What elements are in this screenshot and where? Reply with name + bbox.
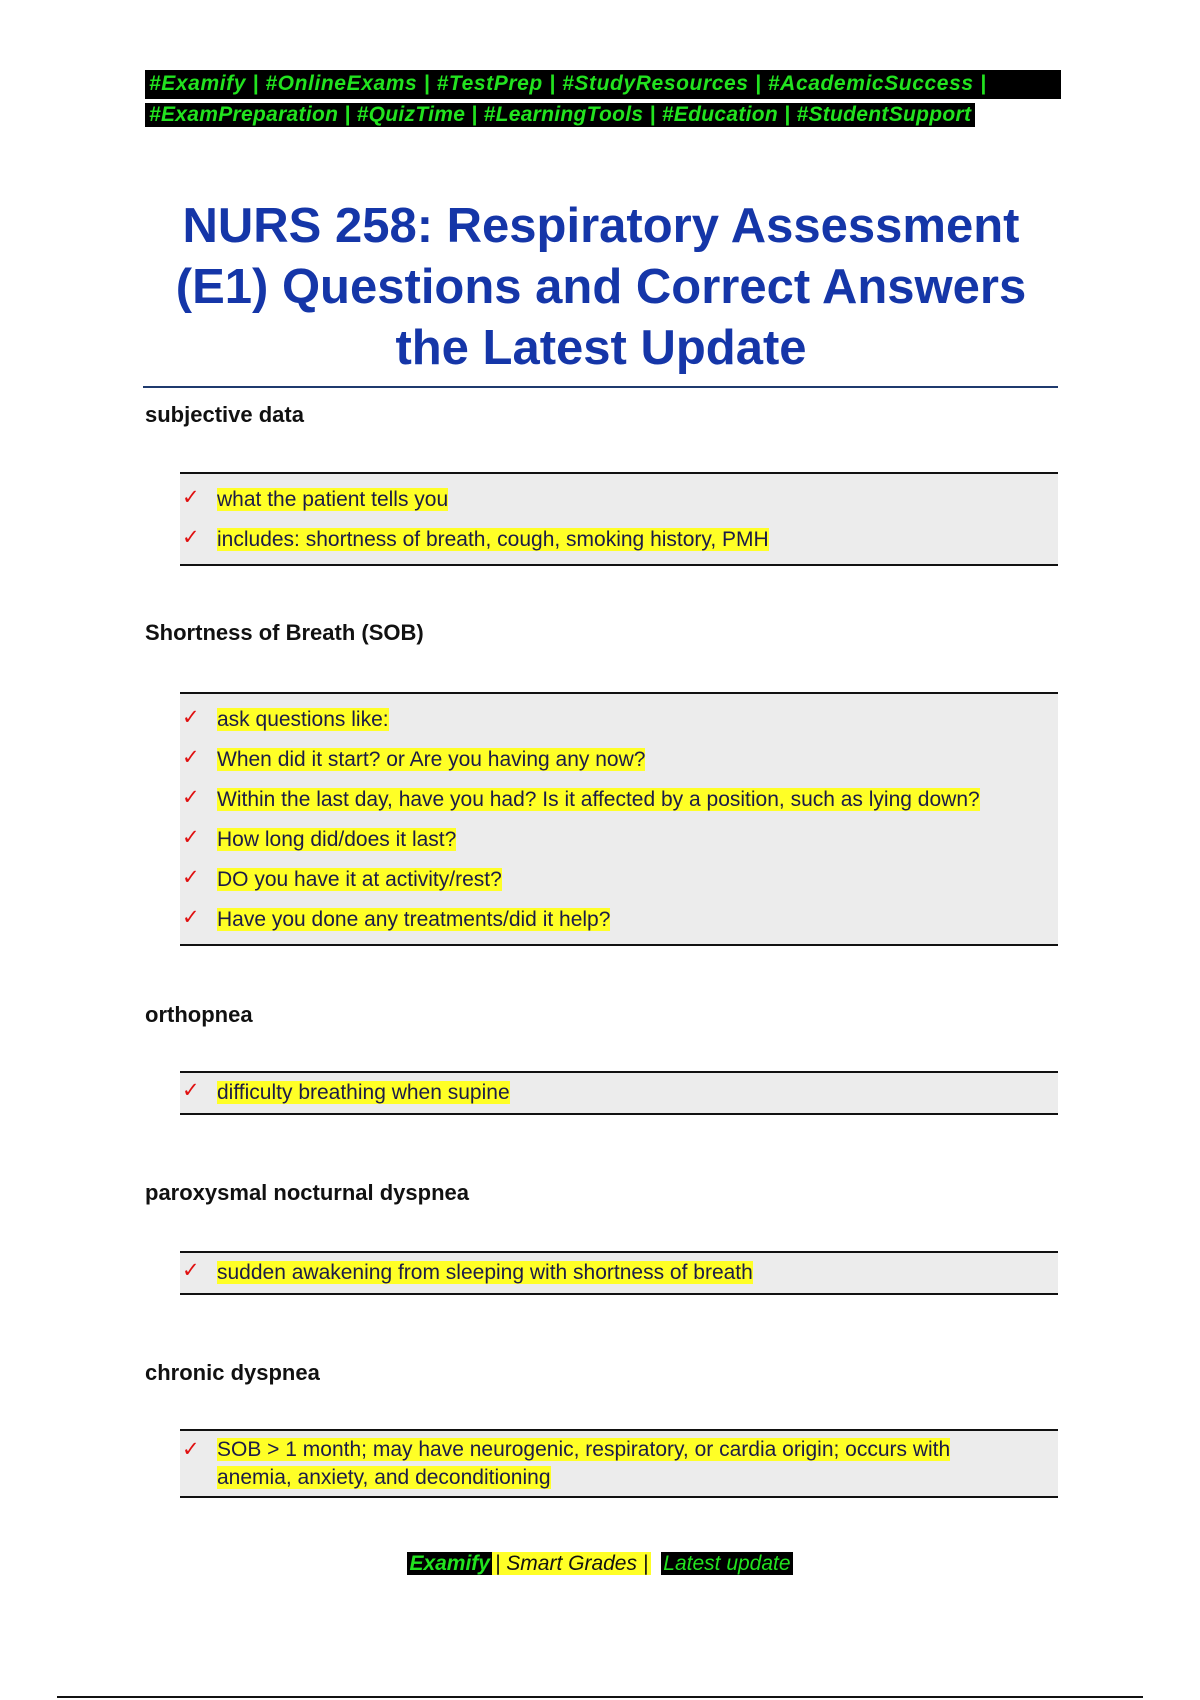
hashtag-line-2: #ExamPreparation | #QuizTime | #LearningTools | #Education | #StudentSupport [145, 101, 1060, 132]
check-icon: ✓ [182, 1079, 200, 1102]
question-chronic-dyspnea: chronic dyspnea [145, 1360, 320, 1385]
question-subjective-data: subjective data [145, 402, 304, 427]
question-orthopnea: orthopnea [145, 1002, 253, 1027]
check-icon: ✓ [182, 826, 200, 849]
hashtag-line-1: #Examify | #OnlineExams | #TestPrep | #StudyResources | #AcademicSuccess | [145, 70, 1060, 101]
check-icon: ✓ [182, 866, 200, 889]
answer-item: ✓ DO you have it at activity/rest? [180, 860, 1058, 900]
footer-banner [0, 1552, 1200, 1576]
footer-latest-update: Latest update [663, 1552, 791, 1575]
check-icon: ✓ [182, 906, 200, 929]
hashtag-banner [145, 70, 1060, 132]
answer-item: ✓ what the patient tells you [180, 480, 1058, 520]
question-shortness-of-breath: Shortness of Breath (SOB) [145, 620, 424, 645]
check-icon: ✓ [182, 786, 200, 809]
answer-item: ✓ How long did/does it last? [180, 820, 1058, 860]
check-icon: ✓ [182, 526, 200, 549]
check-icon: ✓ [182, 706, 200, 729]
answer-box-subjective-data [180, 472, 1058, 566]
title-line-2: (E1) Questions and Correct Answers [175, 260, 1027, 314]
answer-item: ✓ difficulty breathing when supine [180, 1073, 1058, 1113]
answer-item: ✓ Within the last day, have you had? Is it affected by a position, such as lying down? [180, 780, 1058, 820]
page-bottom-rule [57, 1696, 1143, 1698]
check-icon: ✓ [182, 1438, 200, 1461]
answer-item: ✓ Have you done any treatments/did it help? [180, 900, 1058, 940]
answer-item: ✓ sudden awakening from sleeping with shortness of breath [180, 1253, 1058, 1293]
footer-smart-grades: | Smart Grades | [492, 1552, 651, 1575]
answer-box-shortness-of-breath [180, 692, 1058, 946]
answer-item: ✓ SOB > 1 month; may have neurogenic, respiratory, or cardia origin; occurs with anemia, anxiety, and deconditioning [182, 1438, 951, 1489]
check-icon: ✓ [182, 1259, 200, 1282]
footer-brand: Examify [409, 1552, 490, 1575]
question-paroxysmal-nocturnal-dyspnea: paroxysmal nocturnal dyspnea [145, 1180, 469, 1205]
answer-box-paroxysmal-nocturnal-dyspnea [180, 1251, 1058, 1295]
document-title [145, 196, 1057, 379]
title-divider [143, 386, 1058, 388]
answer-box-chronic-dyspnea [180, 1429, 1058, 1498]
check-icon: ✓ [182, 486, 200, 509]
title-line-3: the Latest Update [395, 321, 807, 375]
answer-box-orthopnea [180, 1071, 1058, 1115]
check-icon: ✓ [182, 746, 200, 769]
title-line-1: NURS 258: Respiratory Assessment [182, 199, 1020, 253]
answer-item: ✓ When did it start? or Are you having any now? [180, 740, 1058, 780]
answer-item: ✓ includes: shortness of breath, cough, smoking history, PMH [180, 520, 1058, 560]
answer-item: ✓ ask questions like: [180, 700, 1058, 740]
